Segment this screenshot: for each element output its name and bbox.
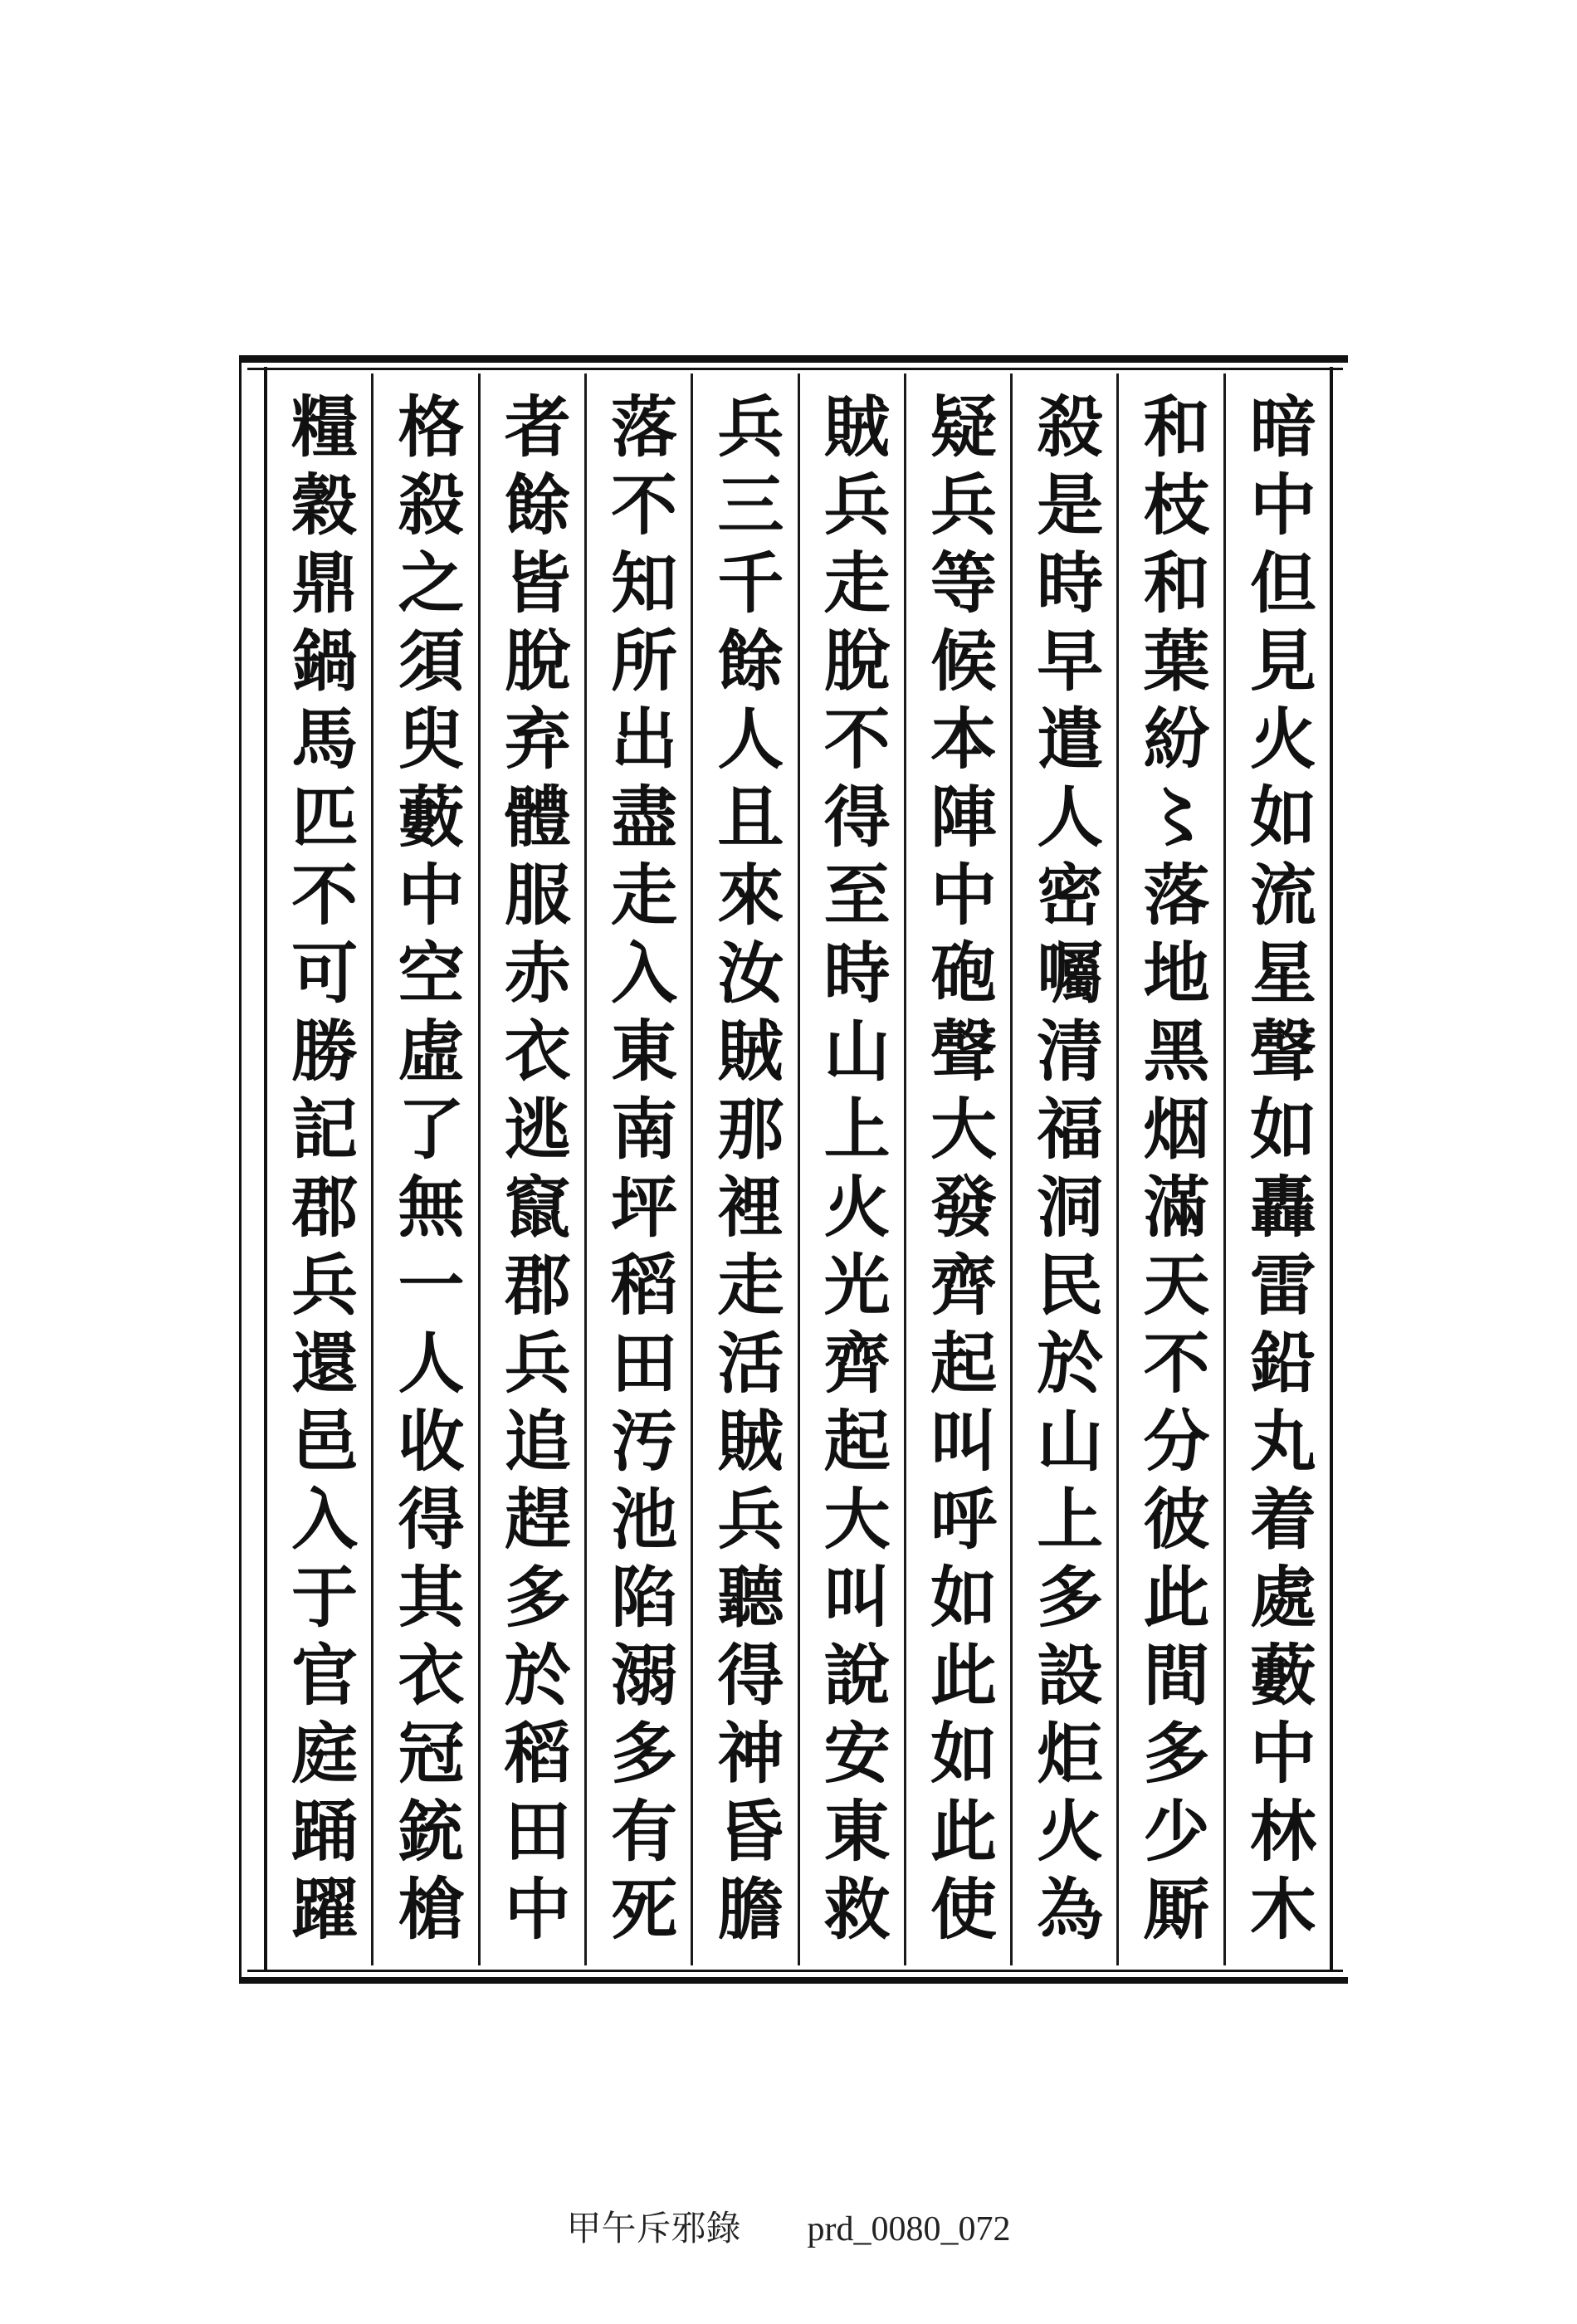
- bottom-border-rule: [239, 1977, 1348, 1984]
- top-border-rule: [239, 355, 1348, 363]
- text-column-3: [1010, 374, 1116, 1965]
- text-column-4: [904, 374, 1010, 1965]
- text-frame: [239, 355, 1348, 1984]
- column-text: 落不知所出盡走入東南坪稻田汚池陷溺多有死: [599, 392, 678, 1952]
- column-text: 格殺之須臾藪中空虛了無一人收得其衣冠銃槍: [386, 392, 465, 1952]
- column-text: 疑兵等候本陣中砲聲大發齊起叫呼如此如此使: [919, 392, 998, 1952]
- text-column-6: [691, 374, 797, 1965]
- top-inner-rule: [247, 368, 1343, 370]
- column-text: 暗中但見火如流星聲如轟雷鉛丸着處藪中林木: [1238, 392, 1317, 1952]
- bottom-inner-rule: [247, 1970, 1343, 1972]
- text-column-2: [1116, 374, 1223, 1965]
- footer-page-id: prd_0080_072: [807, 2210, 1011, 2248]
- right-border-rule: [1330, 367, 1333, 1972]
- column-text: 糧穀鼎鍋馬匹不可勝記郡兵還邑入于官庭踊躍: [280, 392, 359, 1952]
- left-outer-rule: [239, 355, 242, 1984]
- column-text: 兵三千餘人且來汝賊那裡走活賊兵聽得神昏膽: [706, 392, 784, 1952]
- footer-title: 甲午斥邪錄: [566, 2208, 741, 2248]
- column-text: 和枝和葉紛〻落地黑烟滿天不分彼此間多少厮: [1132, 392, 1211, 1952]
- column-text: 殺是時早遣人密囑清福洞民於山上多設炬火為: [1025, 392, 1104, 1952]
- text-column-8: [478, 374, 584, 1965]
- text-column-1: [1223, 374, 1330, 1965]
- text-columns: [267, 374, 1330, 1965]
- text-column-7: [584, 374, 691, 1965]
- column-text: 者餘皆脫弃體服赤衣逃竄郡兵追趕多於稻田中: [493, 392, 572, 1952]
- page-footer: [0, 2201, 1577, 2251]
- text-column-10: [267, 374, 371, 1965]
- text-column-9: [371, 374, 477, 1965]
- text-column-5: [798, 374, 904, 1965]
- column-text: 賊兵走脫不得至時山上火光齊起大叫說安東救: [813, 392, 891, 1952]
